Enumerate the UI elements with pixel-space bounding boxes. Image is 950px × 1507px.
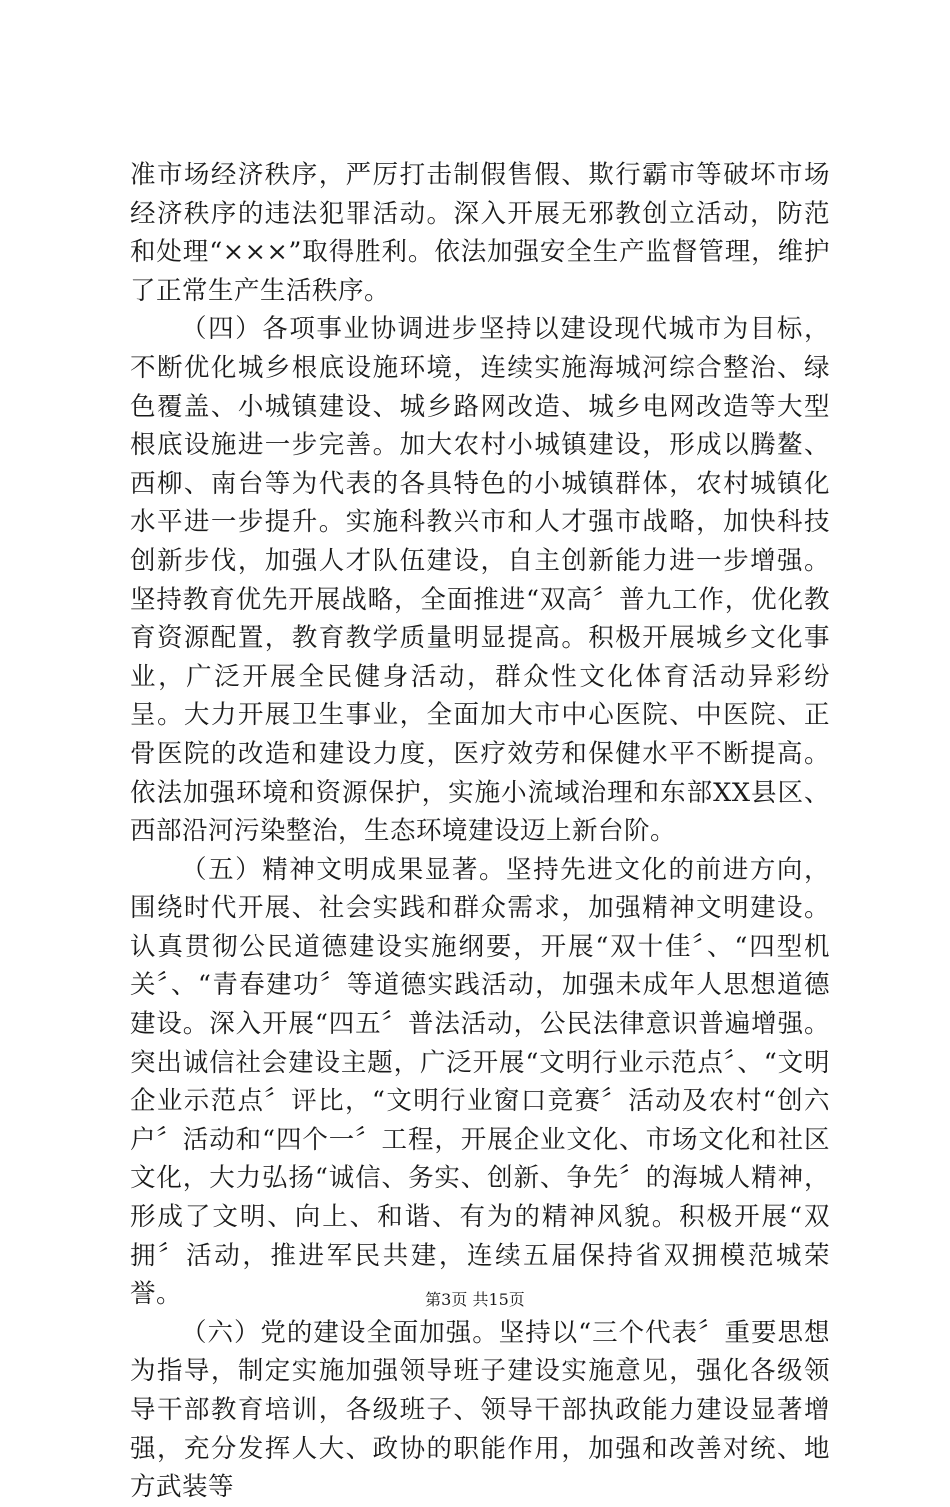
paragraph-section-5: （五）精神文明成果显著。坚持先进文化的前进方向，围绕时代开展、社会实践和群众需求，加强精神文明建设。认真贯彻公民道德建设实施纲要，开展“双十佳〞、“四型机关〞、“青春建功〞等道德实践活动，加强未成年人思想道德建设。深入开展“四五〞普法活动，公民法律意识普遍增强。突出诚信社会建设主题，广泛开展“文明行业示范点〞、“文明企业示范点〞评比，“文明行业窗口竞赛〞活动及农村“创六户〞活动和“四个一〞工程，开展企业文化、市场文化和社区文化，大力弘扬“诚信、务实、创新、争先〞的海城人精神，形成了文明、向上、和谐、有为的精神风貌。积极开展“双拥〞活动，推进军民共建，连续五届保持省双拥模范城荣誉。 [130, 854, 830, 1310]
page-number-footer: 第3页 共15页 [425, 1290, 525, 1309]
paragraph-continued: 准市场经济秩序，严厉打击制假售假、欺行霸市等破坏市场经济秩序的违法犯罪活动。深入开展无邪教创立活动，防范和处理“×××”取得胜利。依法加强安全生产监督管理，维护了正常生产生活秩序。 [130, 160, 830, 306]
paragraph-section-6: （六）党的建设全面加强。坚持以“三个代表〞重要思想为指导，制定实施加强领导班子建设实施意见，强化各级领导干部教育培训，各级班子、领导干部执政能力建设显著增强，充分发挥人大、政协的职能作用，加强和改善对统、地方武装等 [130, 1317, 830, 1503]
paragraph-section-4: （四）各项事业协调进步坚持以建设现代城市为目标，不断优化城乡根底设施环境，连续实施海城河综合整治、绿色覆盖、小城镇建设、城乡路网改造、城乡电网改造等大型根底设施进一步完善。加大农村小城镇建设，形成以腾鳌、西柳、南台等为代表的各具特色的小城镇群体，农村城镇化水平进一步提升。实施科教兴市和人才强市战略，加快科技创新步伐，加强人才队伍建设，自主创新能力进一步增强。坚持教育优先开展战略，全面推进“双高〞普九工作，优化教育资源配置，教育教学质量明显提高。积极开展城乡文化事业，广泛开展全民健身活动，群众性文化体育活动异彩纷呈。大力开展卫生事业，全面加大市中心医院、中医院、正骨医院的改造和建设力度，医疗效劳和保健水平不断提高。依法加强环境和资源保护，实施小流域治理和东部XX县区、西部沿河污染整治，生态环境建设迈上新台阶。 [130, 314, 830, 847]
